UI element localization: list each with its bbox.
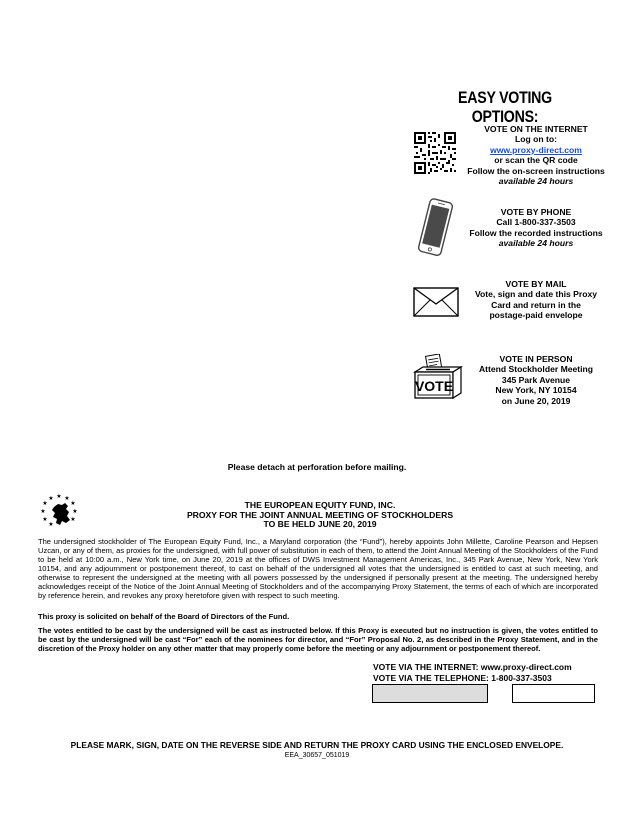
svg-text:★: ★ [48,495,54,502]
mail-heading: VOTE BY MAIL [505,279,567,289]
phone-availability: available 24 hours [498,238,574,249]
vote-via-block [373,662,572,683]
person-line3: New York, NY 10154 [495,385,577,396]
internet-availability: available 24 hours [498,176,574,187]
internet-heading: VOTE ON THE INTERNET [484,124,588,134]
svg-text:★: ★ [72,508,78,515]
person-line2: 345 Park Avenue [501,374,571,385]
phone-heading: VOTE BY PHONE [500,207,572,217]
internet-line4: Follow the on-screen instructions [467,165,605,176]
svg-text:★: ★ [48,521,54,528]
proxy-heading-line2: PROXY FOR THE JOINT ANNUAL MEETING OF STOCKHOLDERS [186,509,454,520]
proxy-solicited-statement: This proxy is solicited on behalf of the Board of Directors of the Fund. [38,612,290,621]
easy-voting-title: EASY VOTING OPTIONS: [458,89,552,126]
return-instruction: PLEASE MARK, SIGN, DATE ON THE REVERSE SIDE AND RETURN THE PROXY CARD USING THE ENCLOSED ENVELOPE. [70,740,564,750]
person-option [461,354,611,406]
phone-line2: Follow the recorded instructions [469,227,603,238]
svg-text:★: ★ [42,516,48,523]
ballot-box-icon [412,354,464,400]
person-line4: on June 20, 2019 [501,395,571,406]
vote-via-telephone: VOTE VIA THE TELEPHONE: 1-800-337-3503 [373,672,552,683]
person-heading: VOTE IN PERSON [499,354,573,364]
vote-via-internet: VOTE VIA THE INTERNET: www.proxy-direct.com [373,662,572,672]
phone-number[interactable]: Call 1-800-337-3503 [496,217,576,228]
svg-text:★: ★ [70,500,76,507]
internet-line1: Log on to: [515,134,557,145]
document-code: EEA_30657_051019 [284,752,350,759]
mail-option [461,279,611,321]
proxy-direct-link[interactable]: www.proxy-direct.com [490,144,582,155]
mail-line3: postage-paid envelope [489,310,583,321]
fund-name: THE EUROPEAN EQUITY FUND, INC. [244,500,396,510]
proxy-heading [170,501,470,530]
envelope-icon [413,287,459,317]
person-line1: Attend Stockholder Meeting [478,364,594,375]
qr-code-icon[interactable] [413,131,457,175]
security-code-box[interactable] [512,684,595,703]
ballot-box-label: VOTE [414,378,454,394]
svg-text:★: ★ [40,508,46,515]
fund-logo-icon [38,492,80,530]
control-number-box[interactable] [372,684,488,703]
votes-cast-statement: The votes entitled to be cast by the undersigned will be cast as instructed below. If this Proxy is executed but no instruction is given, the votes entitled to be cast by the undersigned will be cast “For” each of the nominees for director, and “For” Proposal No. 2, as described in the Proxy Statement, and in the discretion of the Proxy holder on any other matter that may properly come before the meeting or any adjournment or postponement thereof. [38,626,598,653]
internet-option [461,124,611,186]
smartphone-icon [410,197,460,257]
mail-line2: Card and return in the [491,299,581,310]
svg-text:★: ★ [64,495,70,502]
mail-line1: Vote, sign and date this Proxy [474,289,598,300]
proxy-body-paragraph: The undersigned stockholder of The European Equity Fund, Inc., a Maryland corporation (the “Fund”), hereby appoints John Millette, Caroline Pearson and Hepsen Uzcan, or any of them, as proxies for the undersigned, with full power of substitution in each of them, to attend the Joint Annual Meeting of the Stockholders of the Fund to be held at 10:00 a.m., New York time, on June 20, 2019 at the offices of DWS Investment Management Americas, Inc., 345 Park Avenue, New York, New York 10154, and any adjournment or postponement thereof, to cast on behalf of the undersigned all votes that the undersigned is entitled to cast at such meeting, and otherwise to represent the undersigned at the meeting with all powers possessed by the undersigned if personally present at the meeting. The undersigned hereby acknowledges receipt of the Notice of the Joint Annual Meeting of Stockholders and of the accompanying Proxy Statement, the terms of each of which are incorporated by reference herein, and revokes any proxy heretofore given with respect to such meeting. [38,537,598,600]
svg-text:★: ★ [70,516,76,523]
svg-text:★: ★ [42,500,48,507]
internet-line3: or scan the QR code [494,155,578,166]
proxy-heading-line3: TO BE HELD JUNE 20, 2019 [263,519,377,530]
detach-notice: Please detach at perforation before mailing. [227,462,407,472]
svg-text:★: ★ [56,493,62,500]
phone-option [461,207,611,249]
